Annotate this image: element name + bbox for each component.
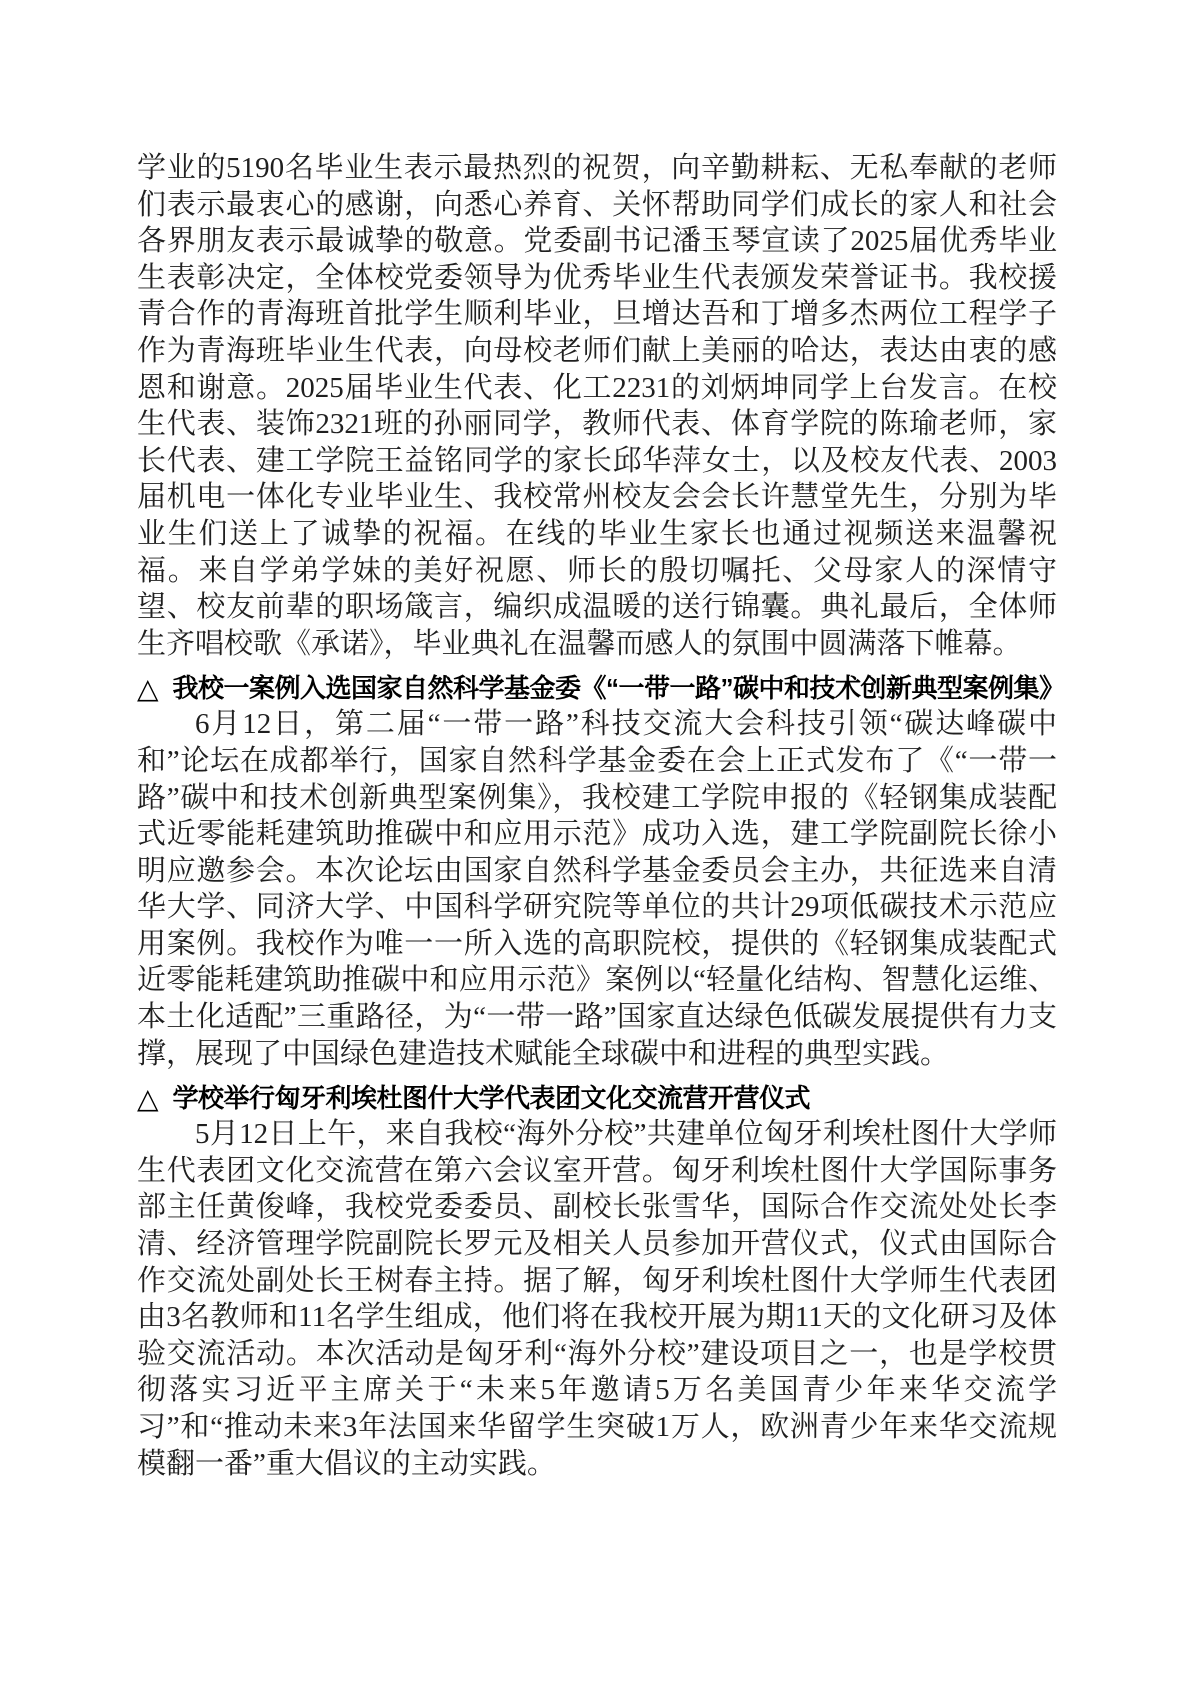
paragraph-carbon-case: 6月12日，第二届“一带一路”科技交流大会科技引领“碳达峰碳中和”论坛在成都举行，国家自然科学基金委在会上正式发布了《“一带一路”碳中和技术创新典型案例集》，我校建工学院申报的《轻钢集成装配式近零能耗建筑助推碳中和应用示范》成功入选，建工学院副院长徐小明应邀参会。本次论坛由国家自然科学基金委员会主办，共征选来自清华大学、同济大学、中国科学研究院等单位的共计29项低碳技术示范应用案例。我校作为唯一一所入选的高职院校，提供的《轻钢集成装配式近零能耗建筑助推碳中和应用示范》案例以“轻量化结构、智慧化运维、本土化适配”三重路径，为“一带一路”国家直达绿色低碳发展提供有力支撑，展现了中国绿色建造技术赋能全球碳中和进程的典型实践。 <box>137 708 1057 1070</box>
heading-carbon-case-text: 我校一案例入选国家自然科学基金委《“一带一路”碳中和技术创新典型案例集》 <box>172 673 1065 704</box>
heading-hungary-exchange <box>137 1080 1057 1116</box>
paragraph-hungary-exchange: 5月12日上午，来自我校“海外分校”共建单位匈牙利埃杜图什大学师生代表团文化交流营在第六会议室开营。匈牙利埃杜图什大学国际事务部主任黄俊峰，我校党委委员、副校长张雪华，国际合作交流处处长李清、经济管理学院副院长罗元及相关人员参加开营仪式，仪式由国际合作交流处副处长王树春主持。据了解，匈牙利埃杜图什大学师生代表团由3名教师和11名学生组成，他们将在我校开展为期11天的文化研习及体验交流活动。本次活动是匈牙利“海外分校”建设项目之一，也是学校贯彻落实习近平主席关于“未来5年邀请5万名美国青少年来华交流学习”和“推动未来3年法国来华留学生突破1万人，欧洲青少年来华交流规模翻一番”重大倡议的主动实践。 <box>137 1118 1057 1480</box>
heading-carbon-case <box>137 670 1065 706</box>
heading-hungary-exchange-text: 学校举行匈牙利埃杜图什大学代表团文化交流营开营仪式 <box>172 1083 811 1114</box>
document-content <box>137 150 1065 1482</box>
paragraph-graduation-ceremony: 学业的5190名毕业生表示最热烈的祝贺，向辛勤耕耘、无私奉献的老师们表示最衷心的感谢，向悉心养育、关怀帮助同学们成长的家人和社会各界朋友表示最诚挚的敬意。党委副书记潘玉琴宣读了2025届优秀毕业生表彰决定，全体校党委领导为优秀毕业生代表颁发荣誉证书。我校援青合作的青海班首批学生顺利毕业，旦增达吾和丁增多杰两位工程学子作为青海班毕业生代表，向母校老师们献上美丽的哈达，表达由衷的感恩和谢意。2025届毕业生代表、化工2231的刘炳坤同学上台发言。在校生代表、装饰2321班的孙丽同学，教师代表、体育学院的陈瑜老师，家长代表、建工学院王益铭同学的家长邱华萍女士，以及校友代表、2003届机电一体化专业毕业生、我校常州校友会会长许慧堂先生，分别为毕业生们送上了诚挚的祝福。在线的毕业生家长也通过视频送来温馨祝福。来自学弟学妹的美好祝愿、师长的殷切嘱托、父母家人的深情守望、校友前辈的职场箴言，编织成温暖的送行锦囊。典礼最后，全体师生齐唱校歌《承诺》，毕业典礼在温馨而感人的氛围中圆满落下帷幕。 <box>137 152 1057 660</box>
triangle-bullet-icon: △ <box>137 1083 159 1115</box>
triangle-bullet-icon: △ <box>137 673 159 705</box>
